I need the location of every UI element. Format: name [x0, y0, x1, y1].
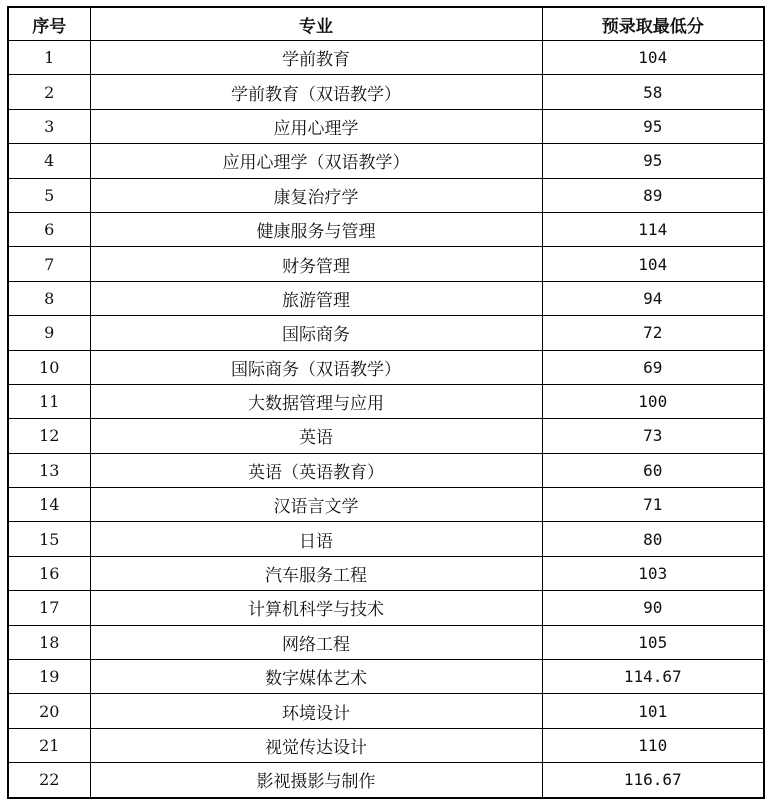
- score-cell: 116.67: [542, 763, 764, 798]
- major-cell: 网络工程: [90, 625, 542, 659]
- serial-number-cell: 13: [8, 453, 90, 487]
- serial-number-cell: 7: [8, 247, 90, 281]
- table-row: [8, 384, 764, 418]
- score-cell: 69: [542, 350, 764, 384]
- table-header-row: [8, 7, 764, 41]
- serial-number-cell: 22: [8, 763, 90, 798]
- table-row: [8, 212, 764, 246]
- score-cell: 94: [542, 281, 764, 315]
- serial-number-cell: 9: [8, 316, 90, 350]
- major-cell: 英语: [90, 419, 542, 453]
- major-cell: 国际商务（双语教学）: [90, 350, 542, 384]
- major-cell: 学前教育（双语教学）: [90, 75, 542, 109]
- table-row: [8, 453, 764, 487]
- major-cell: 日语: [90, 522, 542, 556]
- major-cell: 健康服务与管理: [90, 212, 542, 246]
- major-cell: 应用心理学: [90, 109, 542, 143]
- serial-number-cell: 2: [8, 75, 90, 109]
- major-cell: 学前教育: [90, 41, 542, 75]
- serial-number-cell: 17: [8, 591, 90, 625]
- major-cell: 视觉传达设计: [90, 728, 542, 762]
- table-row: [8, 660, 764, 694]
- serial-number-cell: 20: [8, 694, 90, 728]
- table-row: [8, 350, 764, 384]
- table-row: [8, 591, 764, 625]
- table-row: [8, 728, 764, 762]
- major-cell: 汉语言文学: [90, 488, 542, 522]
- score-cell: 104: [542, 41, 764, 75]
- major-cell: 康复治疗学: [90, 178, 542, 212]
- major-cell: 数字媒体艺术: [90, 660, 542, 694]
- serial-number-cell: 14: [8, 488, 90, 522]
- score-cell: 114: [542, 212, 764, 246]
- major-cell: 环境设计: [90, 694, 542, 728]
- header-min-score: 预录取最低分: [542, 7, 764, 41]
- serial-number-cell: 16: [8, 556, 90, 590]
- score-cell: 60: [542, 453, 764, 487]
- score-cell: 71: [542, 488, 764, 522]
- score-cell: 114.67: [542, 660, 764, 694]
- table-row: [8, 763, 764, 798]
- major-cell: 财务管理: [90, 247, 542, 281]
- score-cell: 95: [542, 144, 764, 178]
- serial-number-cell: 4: [8, 144, 90, 178]
- table-row: [8, 75, 764, 109]
- serial-number-cell: 8: [8, 281, 90, 315]
- serial-number-cell: 5: [8, 178, 90, 212]
- table-row: [8, 694, 764, 728]
- serial-number-cell: 6: [8, 212, 90, 246]
- serial-number-cell: 15: [8, 522, 90, 556]
- table-row: [8, 316, 764, 350]
- serial-number-cell: 11: [8, 384, 90, 418]
- table-row: [8, 556, 764, 590]
- major-cell: 影视摄影与制作: [90, 763, 542, 798]
- serial-number-cell: 12: [8, 419, 90, 453]
- table-row: [8, 109, 764, 143]
- score-cell: 110: [542, 728, 764, 762]
- major-cell: 应用心理学（双语教学）: [90, 144, 542, 178]
- score-cell: 104: [542, 247, 764, 281]
- major-cell: 大数据管理与应用: [90, 384, 542, 418]
- table-row: [8, 281, 764, 315]
- score-cell: 100: [542, 384, 764, 418]
- table-row: [8, 41, 764, 75]
- table-row: [8, 247, 764, 281]
- score-cell: 89: [542, 178, 764, 212]
- major-cell: 汽车服务工程: [90, 556, 542, 590]
- score-cell: 90: [542, 591, 764, 625]
- table-row: [8, 625, 764, 659]
- serial-number-cell: 3: [8, 109, 90, 143]
- score-cell: 73: [542, 419, 764, 453]
- serial-number-cell: 1: [8, 41, 90, 75]
- score-cell: 105: [542, 625, 764, 659]
- score-cell: 103: [542, 556, 764, 590]
- score-cell: 72: [542, 316, 764, 350]
- score-cell: 58: [542, 75, 764, 109]
- header-major: 专业: [90, 7, 542, 41]
- table-row: [8, 178, 764, 212]
- major-cell: 国际商务: [90, 316, 542, 350]
- serial-number-cell: 21: [8, 728, 90, 762]
- admission-score-table: [7, 6, 765, 799]
- serial-number-cell: 19: [8, 660, 90, 694]
- serial-number-cell: 18: [8, 625, 90, 659]
- major-cell: 英语（英语教育）: [90, 453, 542, 487]
- table-row: [8, 419, 764, 453]
- major-cell: 计算机科学与技术: [90, 591, 542, 625]
- table-row: [8, 522, 764, 556]
- major-cell: 旅游管理: [90, 281, 542, 315]
- score-cell: 95: [542, 109, 764, 143]
- table-row: [8, 144, 764, 178]
- serial-number-cell: 10: [8, 350, 90, 384]
- score-cell: 80: [542, 522, 764, 556]
- table-row: [8, 488, 764, 522]
- header-serial-number: 序号: [8, 7, 90, 41]
- score-cell: 101: [542, 694, 764, 728]
